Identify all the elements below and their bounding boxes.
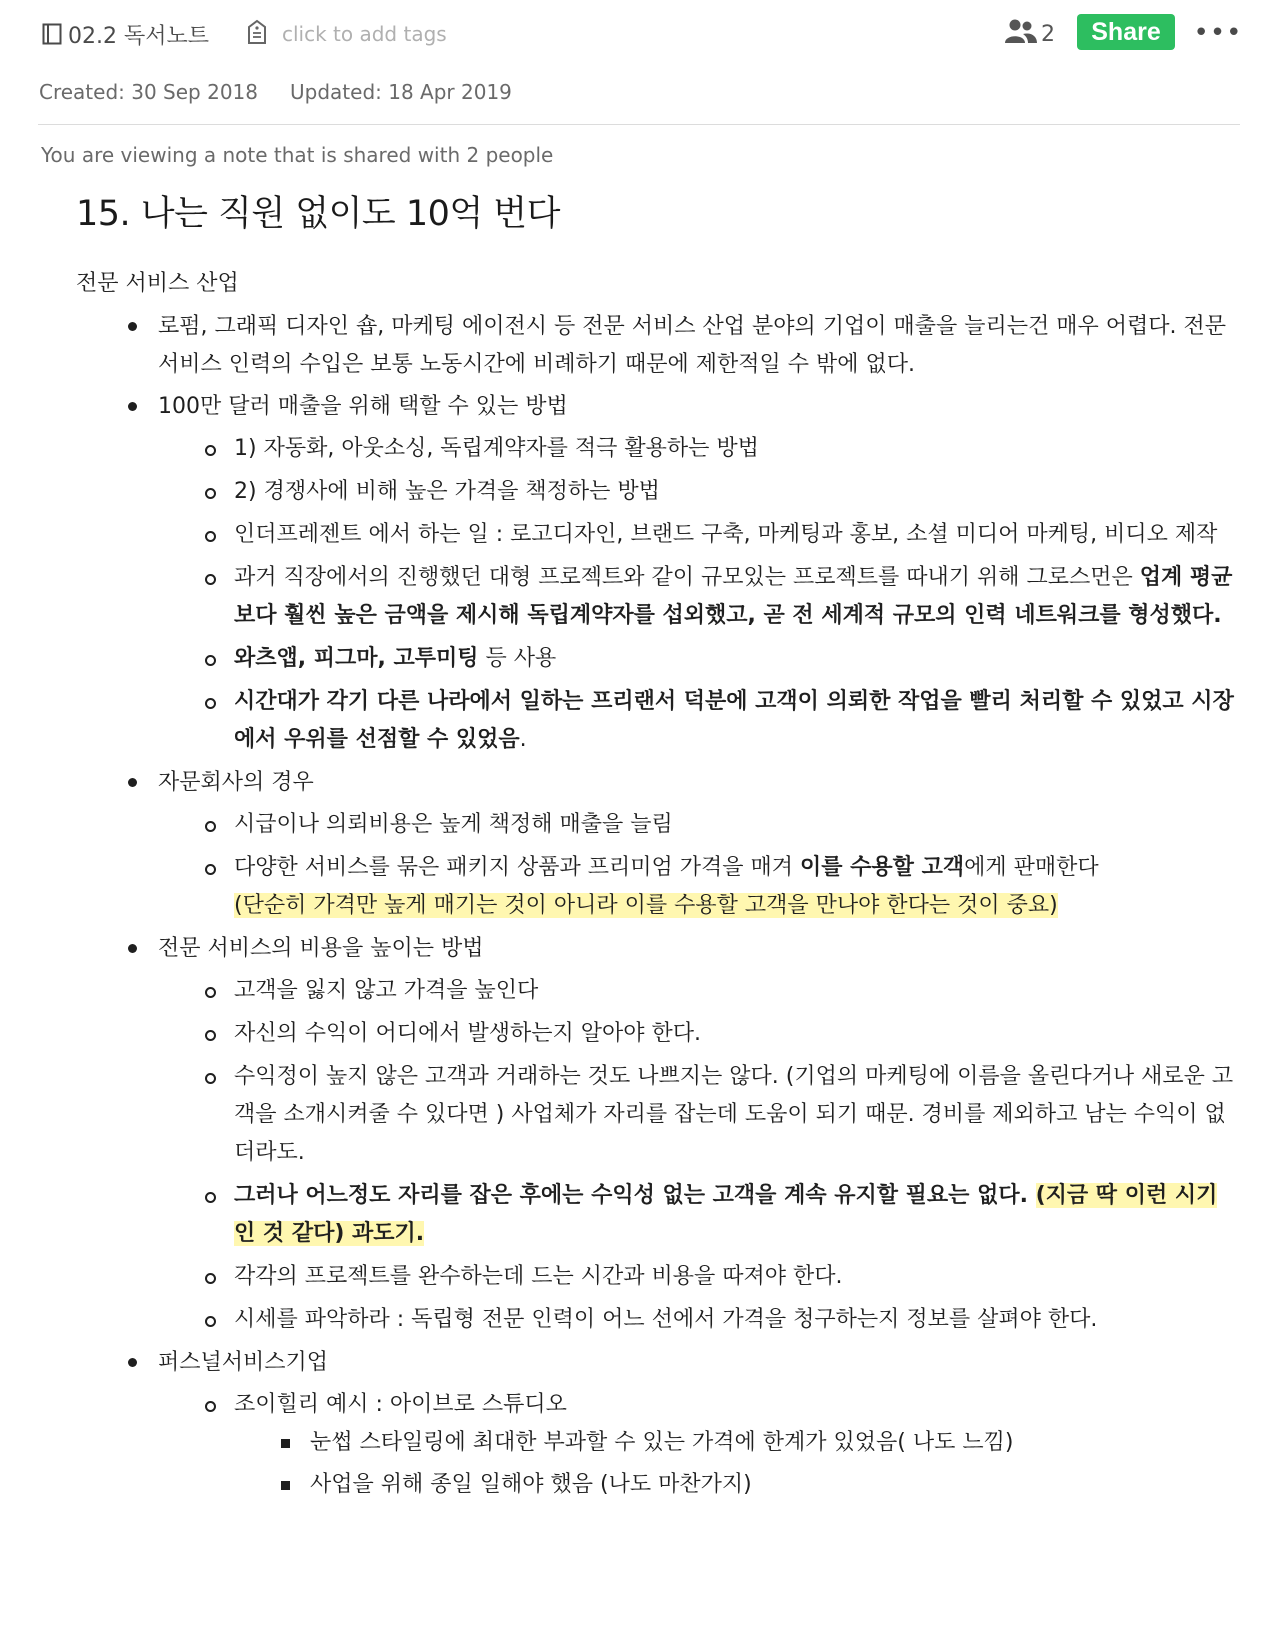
list-item-text: 과거 직장에서의 진행했던 대형 프로젝트와 같이 규모있는 프로젝트를 따내기 위해 그로스먼은 <box>234 565 1140 590</box>
list-item <box>80 1058 1246 1172</box>
notebook-icon <box>42 23 62 45</box>
highlighted-text: (단순히 가격만 높게 매기는 것이 아니라 이를 수용할 고객을 만나야 한다는 것이 중요) <box>234 893 1058 918</box>
list-item <box>80 559 1246 635</box>
note-meta <box>39 80 512 104</box>
list-item-text: 100만 달러 매출을 위해 택할 수 있는 방법 <box>158 394 568 419</box>
more-options-icon[interactable]: ••• <box>1193 18 1243 48</box>
list-item <box>80 1258 1246 1296</box>
bold-text: 그러나 어느정도 자리를 잡은 후에는 수익성 없는 고객을 계속 유지할 필요는 없다. <box>234 1183 1036 1208</box>
list-item-text: 로펌, 그래픽 디자인 숍, 마케팅 에이전시 등 전문 서비스 산업 분야의 기업이 매출을 늘리는건 매우 어렵다. 전문 서비스 인력의 수입은 보통 노동시간에 비례하기 때문에 제한적일 수 밖에 없다. <box>158 314 1226 377</box>
sub-list <box>158 806 1246 925</box>
list-item <box>80 972 1246 1010</box>
list-item-text: 자문회사의 경우 <box>158 770 314 795</box>
header-divider <box>38 124 1240 125</box>
tags-input[interactable] <box>282 22 522 46</box>
list-item-text: 에게 판매한다 <box>964 855 1099 880</box>
note-title: 15. 나는 직원 없이도 10억 번다 <box>76 194 560 234</box>
note-header <box>0 0 1280 70</box>
list-item-text: 다양한 서비스를 묶은 패키지 상품과 프리미엄 가격을 매겨 <box>234 855 800 880</box>
list-item <box>80 1015 1246 1053</box>
list-item-text: 조이힐리 예시 : 아이브로 스튜디오 <box>234 1392 567 1417</box>
list-item <box>80 1301 1246 1339</box>
share-button[interactable]: Share <box>1077 14 1175 50</box>
highlighted-text: (지금 딱 이런 시기 인 것 같다) 과도기. <box>234 1183 1218 1246</box>
list-item-text: 등 사용 <box>478 646 557 671</box>
list-item <box>80 806 1246 844</box>
bullet-list <box>76 308 1246 1504</box>
tag-icon[interactable] <box>246 19 268 50</box>
list-item-text: 시세를 파악하라 : 독립형 전문 인력이 어느 선에서 가격을 청구하는지 정보를 살펴야 한다. <box>234 1307 1098 1332</box>
list-item-text: 자신의 수익이 어디에서 발생하는지 알아야 한다. <box>234 1021 702 1046</box>
list-item <box>80 683 1246 759</box>
list-item <box>80 1424 1246 1462</box>
list-item <box>80 1177 1246 1253</box>
list-item <box>76 930 1246 1339</box>
list-item <box>76 388 1246 759</box>
list-item <box>76 1344 1246 1504</box>
created-date: Created: 30 Sep 2018 <box>39 80 259 104</box>
notebook-selector[interactable] <box>42 19 209 49</box>
list-item-text: 퍼스널서비스기업 <box>158 1350 329 1375</box>
list-item-text: 1) 자동화, 아웃소싱, 독립계약자를 적극 활용하는 방법 <box>234 436 759 461</box>
people-count: 2 <box>1041 21 1055 47</box>
updated-date: Updated: 18 Apr 2019 <box>290 80 512 104</box>
list-item <box>80 1466 1246 1504</box>
list-item <box>80 1386 1246 1504</box>
bold-text: 업계 평균보다 훨씬 높은 금액을 제시해 독립계약자를 섭외했고, 곧 전 세계적 규모의 인력 네트워크를 형성했다. <box>234 565 1233 628</box>
section-heading: 전문 서비스 산업 <box>76 271 239 296</box>
notebook-name: 02.2 독서노트 <box>68 23 209 49</box>
sub-sub-list <box>234 1424 1246 1504</box>
list-item-text: . <box>519 727 527 752</box>
list-item-text: 각각의 프로젝트를 완수하는데 드는 시간과 비용을 따져야 한다. <box>234 1264 843 1289</box>
list-item <box>76 308 1246 384</box>
list-item <box>80 516 1246 554</box>
list-item <box>76 764 1246 925</box>
list-item-text: 수익정이 높지 않은 고객과 거래하는 것도 나쁘지는 않다. (기업의 마케팅에 이름을 올린다거나 새로운 고객을 소개시켜줄 수 있다면 ) 사업체가 자리를 잡는데 도움이 되기 때문. 경비를 제외하고 남는 수익이 없더라도. <box>234 1064 1234 1165</box>
list-item-text: 사업을 위해 종일 일해야 했음 (나도 마찬가지) <box>310 1472 752 1497</box>
list-item <box>80 473 1246 511</box>
sub-list <box>158 430 1246 759</box>
list-item <box>80 430 1246 468</box>
bold-text: 와츠앱, 피그마, 고투미팅 <box>234 646 479 671</box>
list-item <box>80 640 1246 678</box>
sub-list <box>158 972 1246 1339</box>
note-body[interactable] <box>76 186 1246 1509</box>
list-item-text: 2) 경쟁사에 비해 높은 가격을 책정하는 방법 <box>234 479 660 504</box>
bold-text: 시간대가 각기 다른 나라에서 일하는 프리랜서 덕분에 고객이 의뢰한 작업을 빨리 처리할 수 있었고 시장에서 우위를 선점할 수 있었음 <box>234 689 1234 752</box>
tags-area <box>246 19 522 49</box>
bold-text: 이를 수용할 고객 <box>800 855 965 880</box>
list-item-text: 고객을 잃지 않고 가격을 높인다 <box>234 978 539 1003</box>
list-item-text: 시급이나 의뢰비용은 높게 책정해 매출을 늘림 <box>234 812 673 837</box>
sub-list <box>158 1386 1246 1504</box>
people-icon <box>1004 18 1038 50</box>
list-item-text: 눈썹 스타일링에 최대한 부과할 수 있는 가격에 한계가 있었음( 나도 느낌) <box>310 1430 1014 1455</box>
shared-people-button[interactable] <box>1004 18 1055 50</box>
list-item-text: 인더프레젠트 에서 하는 일 : 로고디자인, 브랜드 구축, 마케팅과 홍보, 소셜 미디어 마케팅, 비디오 제작 <box>234 522 1218 547</box>
list-item-text: 전문 서비스의 비용을 높이는 방법 <box>158 936 484 961</box>
list-item <box>80 849 1246 925</box>
shared-notice: You are viewing a note that is shared with 2 people <box>41 143 554 167</box>
